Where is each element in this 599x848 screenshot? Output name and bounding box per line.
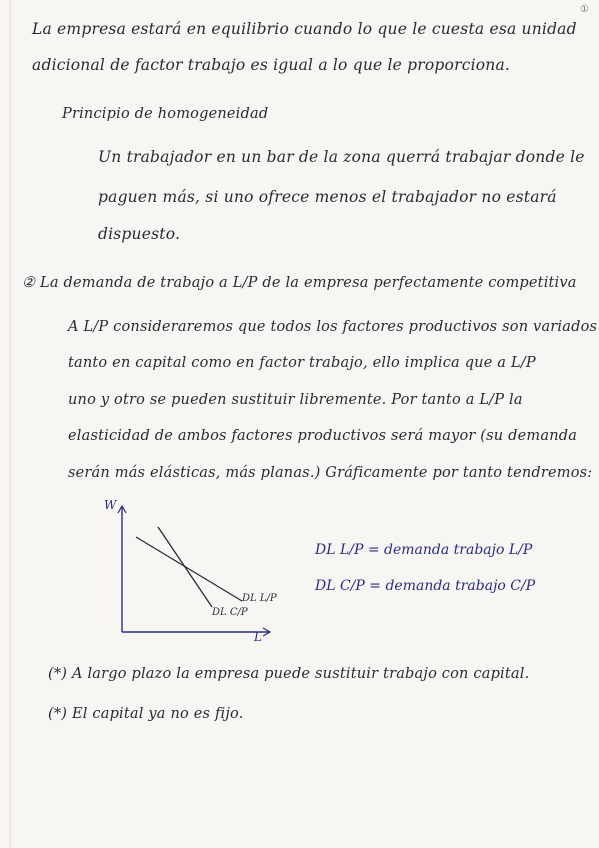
text-line: serán más elásticas, más planas.) Gráficamente por tanto tendremos: [68, 465, 593, 481]
text-line: tanto en capital como en factor trabajo, ello implica que a L/P [68, 355, 536, 371]
x-axis-label: L [254, 630, 262, 642]
curve-lp-label: DL L/P [242, 593, 277, 604]
page-margin [10, 0, 11, 848]
curve-cp [158, 527, 212, 607]
legend-item: DL L/P = demanda trabajo L/P [315, 542, 533, 558]
legend-item: DL C/P = demanda trabajo C/P [315, 578, 536, 594]
text-line: paguen más, si uno ofrece menos el trabajador no estará [98, 188, 557, 206]
footnote: (*) A largo plazo la empresa puede sustituir trabajo con capital. [48, 666, 530, 682]
text-line: dispuesto. [98, 225, 181, 243]
section-heading: ② La demanda de trabajo a L/P de la empresa perfectamente competitiva [22, 275, 577, 291]
footnote: (*) El capital ya no es fijo. [48, 706, 244, 722]
text-line: A L/P consideraremos que todos los factores productivos son variados [68, 319, 598, 335]
text-line: adicional de factor trabajo es igual a lo que le proporciona. [32, 56, 511, 74]
demand-graph [100, 497, 290, 642]
page-number: ① [580, 4, 589, 15]
text-line: elasticidad de ambos factores productivos será mayor (su demanda [68, 428, 578, 444]
curve-lp [136, 537, 242, 601]
y-axis-label: W [104, 498, 117, 512]
text-line: uno y otro se pueden sustituir libremente. Por tanto a L/P la [68, 392, 523, 408]
section-heading: Principio de homogeneidad [62, 106, 269, 122]
curve-cp-label: DL C/P [212, 607, 248, 618]
text-line: Un trabajador en un bar de la zona querrá trabajar donde le [98, 148, 585, 166]
text-line: La empresa estará en equilibrio cuando lo que le cuesta esa unidad [32, 20, 577, 38]
